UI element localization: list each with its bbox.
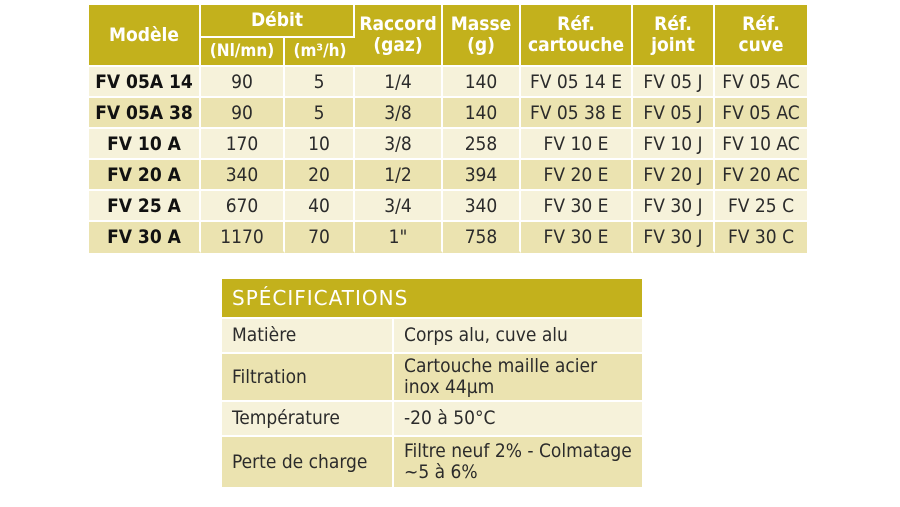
cell-fitting: 1" <box>355 220 443 253</box>
cell-flow-nlmn: 670 <box>201 189 285 220</box>
cell-ref-seal: FV 05 J <box>633 96 715 127</box>
cell-flow-m3h: 20 <box>285 158 355 189</box>
table-row <box>89 189 807 220</box>
spec-label: Température <box>222 400 394 435</box>
table-row <box>89 220 807 253</box>
header-mass-line2: (g) <box>467 34 495 56</box>
cell-fitting: 1/2 <box>355 158 443 189</box>
table-row <box>89 65 807 96</box>
cell-flow-nlmn: 1170 <box>201 220 285 253</box>
cell-model: FV 05A 14 <box>89 65 201 96</box>
cell-fitting: 1/4 <box>355 65 443 96</box>
header-ref-cartridge-line1: Réf. <box>557 13 595 35</box>
cell-flow-m3h: 70 <box>285 220 355 253</box>
cell-ref-cartridge: FV 30 E <box>521 220 633 253</box>
cell-ref-bowl: FV 20 AC <box>715 158 807 189</box>
table-row <box>89 158 807 189</box>
cell-fitting: 3/8 <box>355 127 443 158</box>
cell-model: FV 05A 38 <box>89 96 201 127</box>
cell-flow-m3h: 10 <box>285 127 355 158</box>
header-flow-nlmn: (Nl/mn) <box>201 36 285 65</box>
header-flow: Débit <box>201 5 355 36</box>
header-ref-cartridge-line2: cartouche <box>527 34 625 56</box>
header-model: Modèle <box>89 5 201 65</box>
header-ref-bowl <box>715 5 807 65</box>
cell-flow-nlmn: 90 <box>201 96 285 127</box>
header-mass-line1: Masse <box>450 13 512 35</box>
cell-ref-cartridge: FV 05 14 E <box>521 65 633 96</box>
cell-fitting: 3/8 <box>355 96 443 127</box>
spec-value: Filtre neuf 2% - Colmatage ~5 à 6% <box>394 435 642 487</box>
specifications-title: SPÉCIFICATIONS <box>222 279 642 317</box>
spec-label: Filtration <box>222 352 394 400</box>
cell-mass: 258 <box>443 127 521 158</box>
cell-flow-m3h: 40 <box>285 189 355 220</box>
cell-mass: 394 <box>443 158 521 189</box>
cell-model: FV 10 A <box>89 127 201 158</box>
table-row <box>89 127 807 158</box>
cell-ref-seal: FV 10 J <box>633 127 715 158</box>
cell-flow-m3h: 5 <box>285 96 355 127</box>
spec-row <box>222 435 642 487</box>
cell-ref-bowl: FV 10 AC <box>715 127 807 158</box>
header-ref-seal-line1: Réf. <box>654 13 692 35</box>
models-table <box>89 5 807 253</box>
header-ref-seal-line2: joint <box>651 34 695 56</box>
cell-model: FV 25 A <box>89 189 201 220</box>
cell-ref-bowl: FV 05 AC <box>715 96 807 127</box>
spec-value: Corps alu, cuve alu <box>394 317 642 352</box>
cell-ref-seal: FV 30 J <box>633 189 715 220</box>
spec-row <box>222 400 642 435</box>
cell-ref-cartridge: FV 05 38 E <box>521 96 633 127</box>
header-flow-m3h: (m³/h) <box>285 36 355 65</box>
cell-ref-cartridge: FV 20 E <box>521 158 633 189</box>
cell-fitting: 3/4 <box>355 189 443 220</box>
cell-ref-bowl: FV 30 C <box>715 220 807 253</box>
cell-flow-nlmn: 340 <box>201 158 285 189</box>
spec-row <box>222 317 642 352</box>
cell-flow-m3h: 5 <box>285 65 355 96</box>
header-ref-bowl-line2: cuve <box>738 34 784 56</box>
header-mass <box>443 5 521 65</box>
cell-ref-seal: FV 20 J <box>633 158 715 189</box>
cell-ref-seal: FV 05 J <box>633 65 715 96</box>
cell-mass: 758 <box>443 220 521 253</box>
spec-value: Cartouche maille acier inox 44µm <box>394 352 642 400</box>
cell-model: FV 30 A <box>89 220 201 253</box>
cell-mass: 140 <box>443 96 521 127</box>
cell-ref-bowl: FV 25 C <box>715 189 807 220</box>
header-ref-seal <box>633 5 715 65</box>
header-fitting-line2: (gaz) <box>373 34 423 56</box>
table-row <box>89 96 807 127</box>
cell-flow-nlmn: 170 <box>201 127 285 158</box>
header-ref-bowl-line1: Réf. <box>742 13 780 35</box>
spec-label: Matière <box>222 317 394 352</box>
specifications-table <box>222 279 642 487</box>
cell-ref-seal: FV 30 J <box>633 220 715 253</box>
cell-mass: 340 <box>443 189 521 220</box>
cell-ref-cartridge: FV 30 E <box>521 189 633 220</box>
cell-flow-nlmn: 90 <box>201 65 285 96</box>
cell-mass: 140 <box>443 65 521 96</box>
spec-label: Perte de charge <box>222 435 394 487</box>
header-fitting <box>355 5 443 65</box>
spec-value: -20 à 50°C <box>394 400 642 435</box>
cell-ref-bowl: FV 05 AC <box>715 65 807 96</box>
header-fitting-line1: Raccord <box>359 13 437 35</box>
spec-row <box>222 352 642 400</box>
cell-model: FV 20 A <box>89 158 201 189</box>
cell-ref-cartridge: FV 10 E <box>521 127 633 158</box>
header-ref-cartridge <box>521 5 633 65</box>
